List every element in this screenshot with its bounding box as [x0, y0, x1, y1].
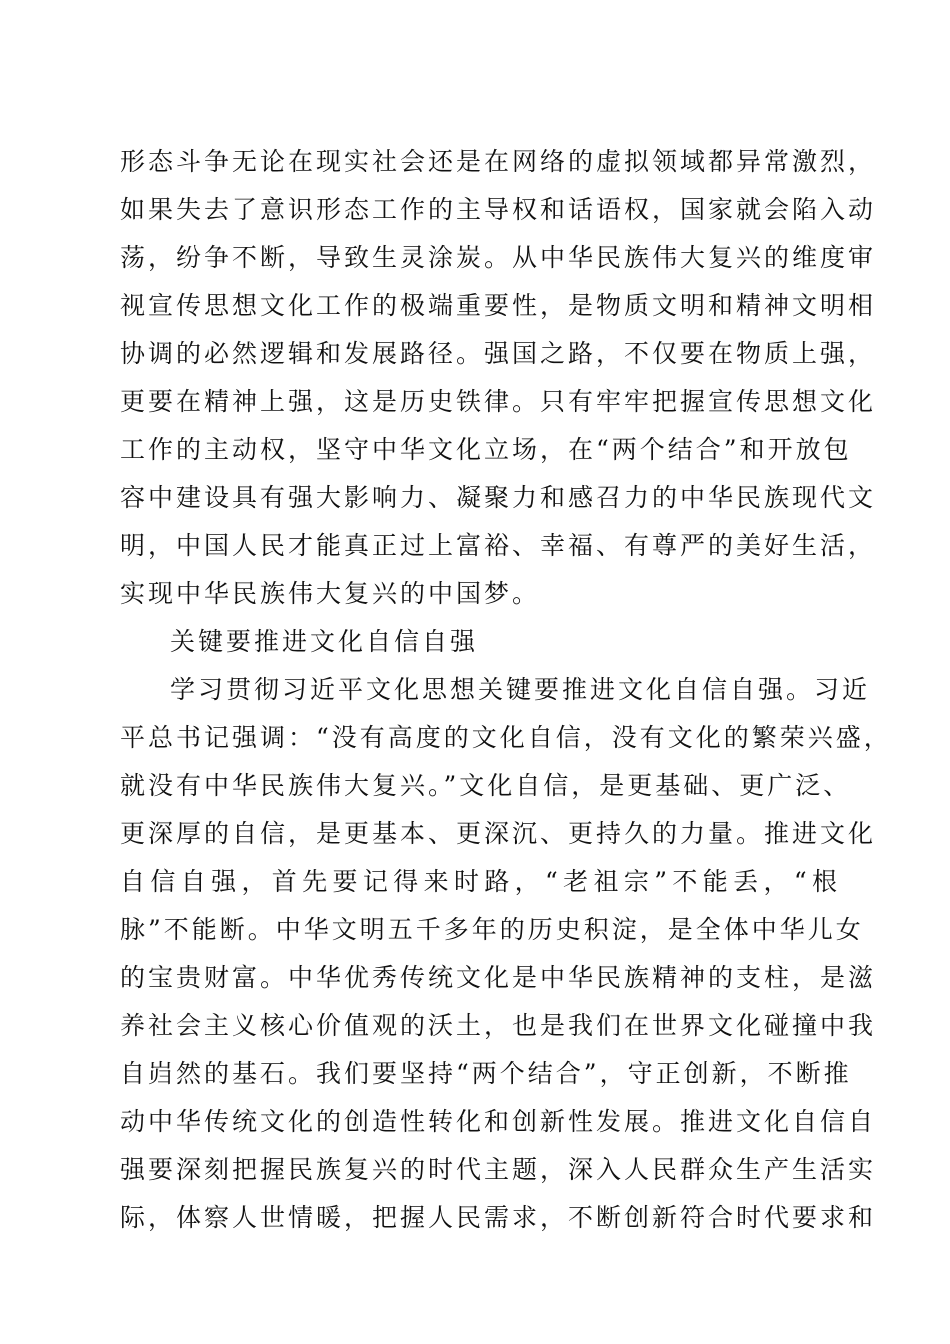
- section-heading: 关键要推进文化自信自强: [170, 627, 479, 656]
- text-line: 明，中国人民才能真正过上富裕、幸福、有尊严的美好生活，: [120, 531, 877, 560]
- text-line: 荡，纷争不断，导致生灵涂炭。从中华民族伟大复兴的维度审: [120, 243, 877, 272]
- text-line: 的宝贵财富。中华优秀传统文化是中华民族精神的支柱，是滋: [120, 963, 877, 992]
- text-line: 容中建设具有强大影响力、凝聚力和感召力的中华民族现代文: [120, 483, 877, 512]
- text-line: 动中华传统文化的创造性转化和创新性发展。推进文化自信自: [120, 1107, 877, 1136]
- text-line: 视宣传思想文化工作的极端重要性，是物质文明和精神文明相: [120, 291, 877, 320]
- text-line: 协调的必然逻辑和发展路径。强国之路，不仅要在物质上强，: [120, 339, 877, 368]
- text-line: 脉”不能断。中华文明五千多年的历史积淀，是全体中华儿女: [120, 915, 864, 944]
- text-line: 际，体察人世情暖，把握人民需求，不断创新符合时代要求和: [120, 1203, 877, 1232]
- text-line: 养社会主义核心价值观的沃土，也是我们在世界文化碰撞中我: [120, 1011, 877, 1040]
- text-line: 如果失去了意识形态工作的主导权和话语权，国家就会陷入动: [120, 195, 877, 224]
- text-line: 形态斗争无论在现实社会还是在网络的虚拟领域都异常激烈，: [120, 147, 877, 176]
- text-line: 更要在精神上强，这是历史铁律。只有牢牢把握宣传思想文化: [120, 387, 877, 416]
- text-line: 学习贯彻习近平文化思想关键要推进文化自信自强。习近: [170, 675, 871, 704]
- text-line: 工作的主动权，坚守中华文化立场，在“两个结合”和开放包: [120, 435, 852, 464]
- text-line: 更深厚的自信，是更基本、更深沉、更持久的力量。推进文化: [120, 819, 877, 848]
- text-line: 就没有中华民族伟大复兴。”文化自信，是更基础、更广泛、: [120, 771, 852, 800]
- text-line: 自岿然的基石。我们要坚持“两个结合”，守正创新，不断推: [120, 1059, 852, 1088]
- text-line: 强要深刻把握民族复兴的时代主题，深入人民群众生产生活实: [120, 1155, 877, 1184]
- text-line: 自信自强，首先要记得来时路，“老祖宗”不能丢，“根: [120, 867, 840, 896]
- text-line: 平总书记强调：“没有高度的文化自信，没有文化的繁荣兴盛，: [120, 723, 892, 752]
- text-line: 实现中华民族伟大复兴的中国梦。: [120, 579, 541, 608]
